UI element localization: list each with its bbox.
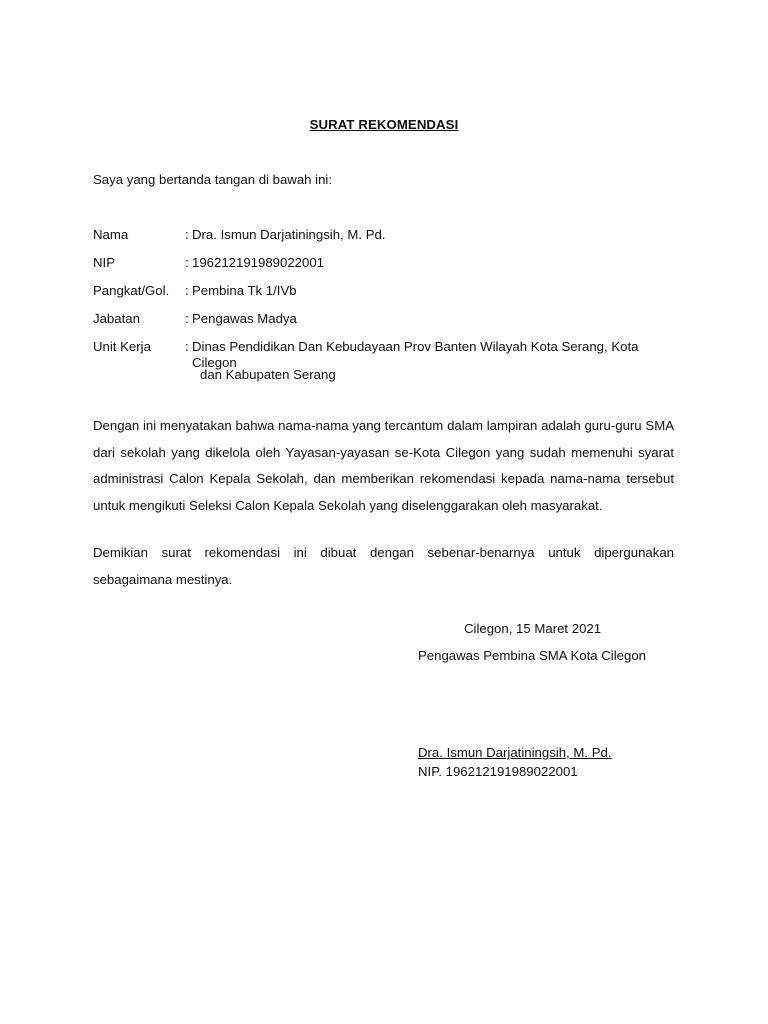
identity-row-pangkat (93, 283, 683, 311)
identity-colon: : (185, 227, 189, 242)
signer-position: Pengawas Pembina SMA Kota Cilegon (418, 648, 646, 663)
identity-row-nama (93, 227, 683, 255)
identity-row-unit-kerja (93, 339, 683, 370)
identity-value: Dra. Ismun Darjatiningsih, M. Pd. (192, 227, 386, 242)
identity-block (93, 227, 683, 383)
identity-row-jabatan (93, 311, 683, 339)
body-paragraph-2: Demikian surat rekomendasi ini dibuat dengan sebenar-benarnya untuk dipergunakan sebagaimana mestinya. (93, 545, 674, 587)
identity-colon: : (185, 283, 189, 298)
identity-value: Dinas Pendidikan Dan Kebudayaan Prov Banten Wilayah Kota Serang, Kota Cilegon (192, 339, 639, 370)
signer-name: Dra. Ismun Darjatiningsih, M. Pd. (418, 745, 612, 760)
identity-colon: : (185, 255, 189, 270)
identity-value: Pembina Tk 1/IVb (192, 283, 297, 298)
identity-label: Pangkat/Gol. (93, 283, 170, 298)
place-date: Cilegon, 15 Maret 2021 (464, 621, 602, 636)
identity-label: Nama (93, 227, 129, 242)
identity-value: 196212191989022001 (192, 255, 325, 270)
identity-value: Pengawas Madya (192, 311, 297, 326)
identity-continuation: dan Kabupaten Serang (200, 367, 336, 382)
signer-nip: NIP. 196212191989022001 (418, 764, 578, 779)
identity-label: Unit Kerja (93, 339, 151, 354)
body-paragraph-1: Dengan ini menyatakan bahwa nama-nama yang tercantum dalam lampiran adalah guru-guru SMA dari sekolah yang dikelola oleh Yayasan-yayasan se-Kota Cilegon yang sudah memenuhi syarat administrasi Calon Kepala Sekolah, dan memberikan rekomendasi kepada nama-nama tersebut untuk mengikuti Seleksi Calon Kepala Sekolah yang diselenggarakan oleh masyarakat. (93, 418, 674, 513)
identity-colon: : (185, 311, 189, 326)
identity-label: NIP (93, 255, 115, 270)
letter-title: SURAT REKOMENDASI (309, 117, 459, 132)
identity-row-nip (93, 255, 683, 283)
identity-colon: : (185, 339, 189, 354)
identity-label: Jabatan (93, 311, 140, 326)
intro-text: Saya yang bertanda tangan di bawah ini: (93, 172, 333, 187)
